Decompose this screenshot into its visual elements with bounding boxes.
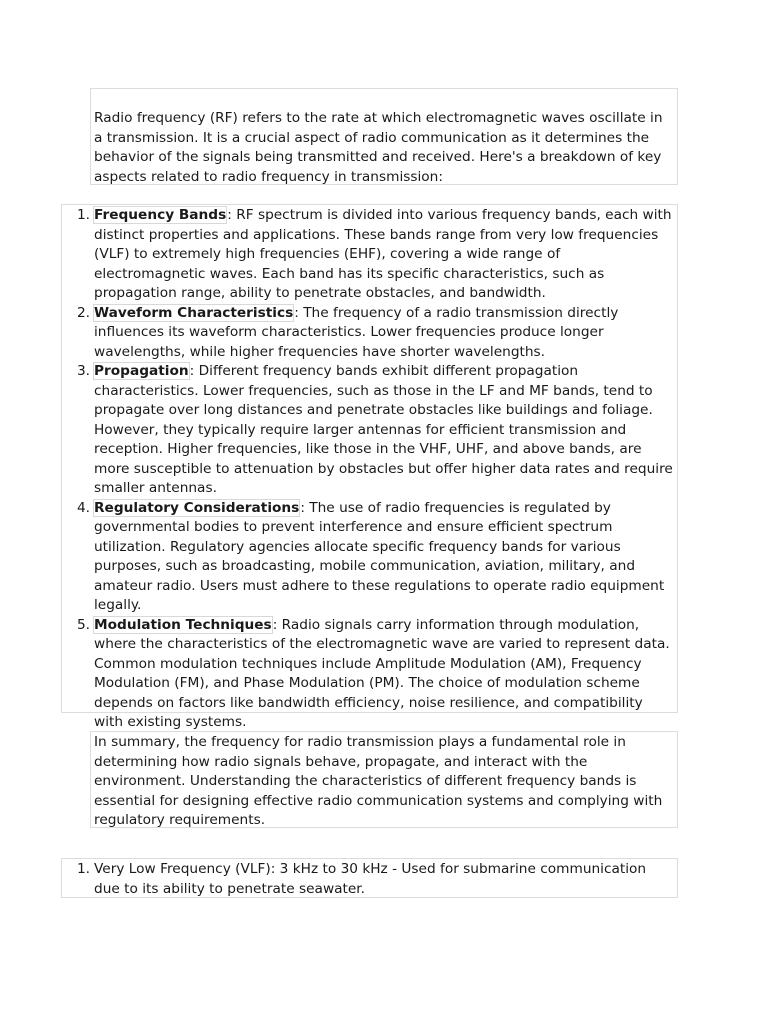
list-number: 2.	[76, 304, 90, 321]
list-item	[62, 304, 677, 363]
list-number: 3.	[76, 363, 90, 379]
list-item	[62, 616, 677, 733]
intro-paragraph: Radio frequency (RF) refers to the rate at which electromagnetic waves oscillate in a transmission. It is a crucial aspect of radio communication as it determines the behavior of the signals being transmitted and received. Here's a breakdown of key aspects related to radio frequency in transmission:	[94, 110, 663, 185]
summary-paragraph: In summary, the frequency for radio transmission plays a fundamental role in determining how radio signals behave, propagate, and interact with the environment. Understanding the characteristics of different frequency bands is essential for designing effective radio communication systems and complying with regulatory requirements.	[94, 734, 663, 828]
list-item-text: : Different frequency bands exhibit different propagation characteristics. Lower frequencies, such as those in the LF and MF bands, tend to propagate over long distances and penetrate obstacles like buildings and foliage. However, they typically require larger antennas for efficient transmission and reception. Higher frequencies, like those in the VHF, UHF, and above bands, are more susceptible to attenuation by obstacles but offer higher data rates and require smaller antennas.	[94, 363, 673, 496]
list-item	[62, 362, 677, 499]
list-item-term: Waveform Characteristics	[94, 304, 294, 321]
list-item-term: Propagation	[94, 363, 189, 379]
list-item-text: : Radio signals carry information through modulation, where the characteristics of the electromagnetic wave are varied to represent data. Common modulation techniques include Amplitude Modulation (AM), Frequency Modulation (FM), and Phase Modulation (PM). The choice of modulation scheme depends on factors like bandwidth efficiency, noise resilience, and compatibility with existing systems.	[94, 616, 670, 730]
list-item-text: Very Low Frequency (VLF): 3 kHz to 30 kHz - Used for submarine communication due to its ability to penetrate seawater.	[94, 861, 647, 897]
list-item-text: : The use of radio frequencies is regulated by governmental bodies to prevent interference and ensure efficient spectrum utilization. Regulatory agencies allocate specific frequency bands for various purposes, such as broadcasting, mobile communication, aviation, military, and amateur radio. Users must adhere to these regulations to operate radio equipment legally.	[94, 499, 665, 613]
list-item	[62, 860, 677, 899]
list-item-term: Regulatory Considerations	[94, 499, 300, 516]
list-item-term: Frequency Bands	[94, 207, 227, 223]
list-item	[62, 206, 677, 304]
intro-paragraph-box	[90, 88, 678, 185]
aspects-list	[62, 206, 677, 733]
bands-list	[62, 860, 677, 899]
list-number: 5.	[76, 616, 90, 633]
summary-paragraph-box	[90, 731, 678, 828]
bands-list-box	[61, 858, 678, 898]
list-item-text: : The frequency of a radio transmission directly influences its waveform characteristics. Lower frequencies produce longer wavelengths, while higher frequencies have shorter wavelengths.	[94, 304, 619, 360]
aspects-list-box	[61, 204, 678, 730]
list-item-term: Modulation Techniques	[94, 616, 272, 633]
list-number: 1.	[76, 207, 90, 223]
list-number: 4.	[76, 499, 90, 516]
list-item	[62, 499, 677, 616]
list-item-text: : RF spectrum is divided into various frequency bands, each with distinct properties and applications. These bands range from very low frequencies (VLF) to extremely high frequencies (EHF), covering a wide range of electromagnetic waves. Each band has its specific characteristics, such as propagation range, ability to penetrate obstacles, and bandwidth.	[94, 207, 672, 301]
list-number: 1.	[76, 861, 90, 877]
